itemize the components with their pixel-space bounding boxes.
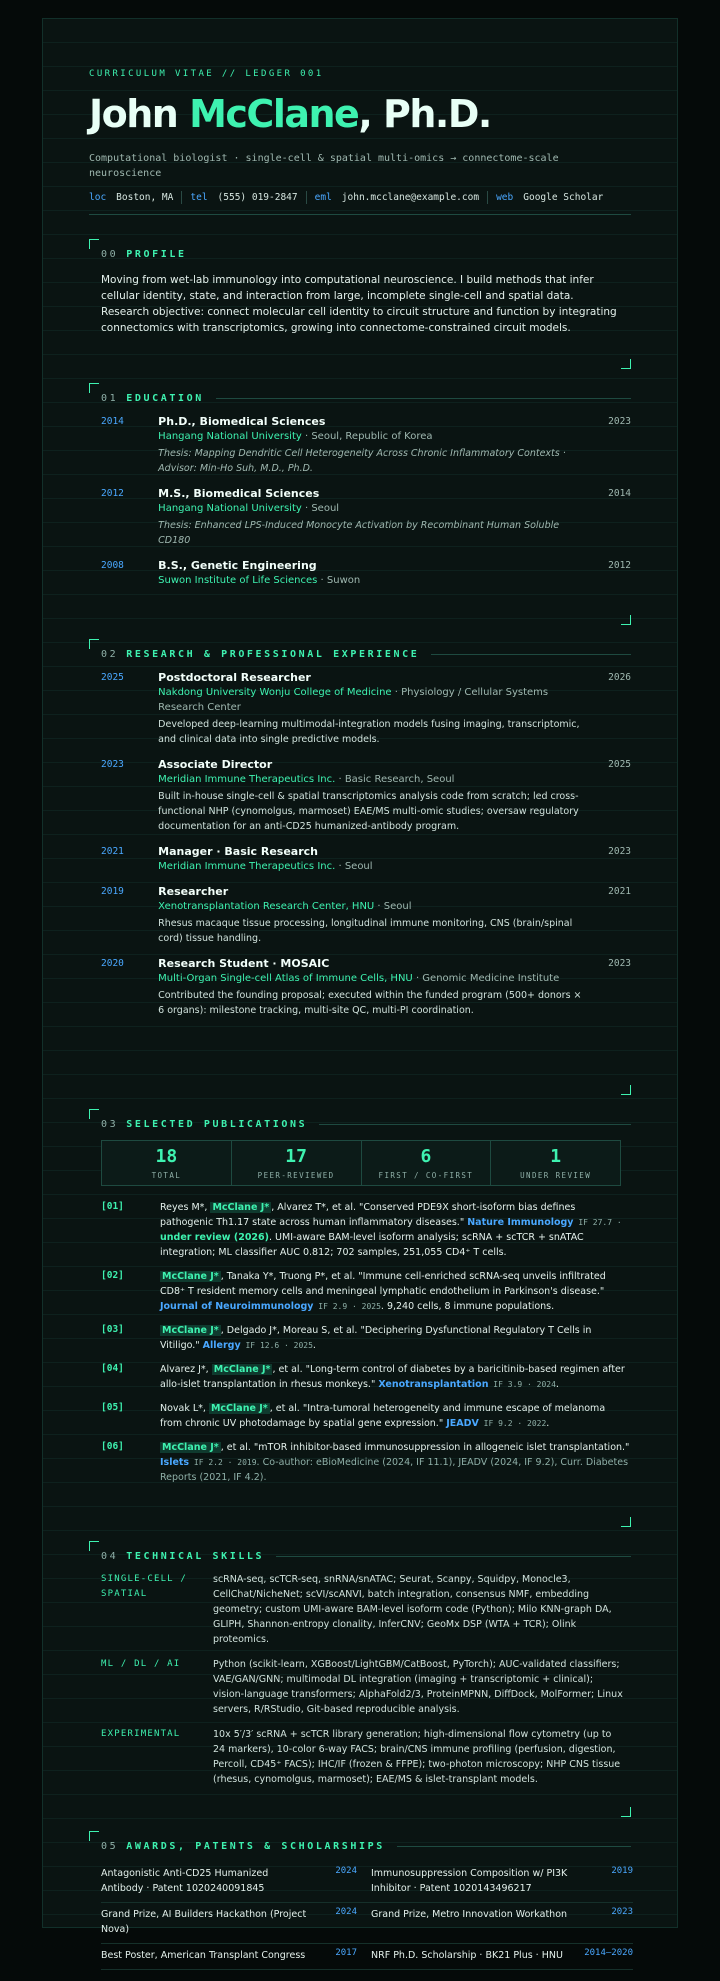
citation-notes: . 9,240 cells, 8 immune populations.	[380, 1301, 555, 1312]
publication-index: [03]	[101, 1324, 124, 1335]
citation-title: , et al. "Long-term control of diabetes by a baricitinib-based regimen after allo-islet transplantation in rhesus monkeys."	[160, 1364, 625, 1390]
organization-name: Nakdong University Wonju College of Medicine	[158, 687, 392, 698]
header-rule	[89, 214, 631, 215]
awards-section	[89, 1831, 631, 1981]
institution	[158, 429, 584, 444]
section-rule	[216, 398, 631, 399]
end-year: 2025	[608, 759, 632, 770]
role-title: Postdoctoral Researcher	[158, 671, 311, 684]
experience-entry	[101, 757, 631, 834]
stat-first-author	[362, 1141, 492, 1185]
institution-location: · Seoul, Republic of Korea	[301, 431, 433, 442]
highlighted-author: McClane J*	[212, 1202, 270, 1213]
section-number: 00	[101, 249, 119, 260]
stat-value: 6	[420, 1146, 432, 1167]
institution-location: · Suwon	[317, 575, 361, 586]
citation-title: , et al. "Intra-tumoral heterogeneity and immune escape of melanoma from chronic UV photodamage by spatial gene expression."	[160, 1403, 606, 1429]
stat-peer-reviewed	[232, 1141, 362, 1185]
end-year: 2023	[608, 958, 632, 969]
section-number: 05	[101, 1841, 119, 1852]
corner-bracket	[89, 239, 99, 249]
awards-grid	[101, 1862, 631, 1970]
impact-factor: IF 27.7 ·	[573, 1218, 622, 1227]
publication-status: under review (2026)	[160, 1232, 269, 1243]
organization-unit: · Physiology / Cellular Systems Research Center	[158, 687, 549, 713]
institution	[158, 501, 584, 516]
organization	[158, 859, 584, 874]
award-year: 2014–2020	[584, 1948, 633, 1958]
award-name: Antagonistic Anti-CD25 Humanized Antibody · Patent 1020240091845	[101, 1868, 269, 1894]
publication-citation	[160, 1269, 630, 1314]
highlighted-author: McClane J*	[162, 1271, 219, 1282]
impact-factor: IF 12.6 · 2025	[240, 1341, 313, 1350]
role-title: Manager · Basic Research	[158, 845, 319, 858]
role-title: Researcher	[158, 885, 229, 898]
end-year: 2012	[608, 560, 632, 571]
corner-bracket	[89, 1831, 99, 1841]
start-year: 2008	[101, 560, 124, 571]
impact-factor: IF 9.2 · 2022	[478, 1419, 547, 1428]
end-year: 2026	[608, 672, 632, 683]
award-item	[101, 1944, 371, 1970]
award-year: 2019	[611, 1866, 633, 1876]
stat-value: 17	[285, 1146, 307, 1167]
contact-key-eml: eml	[314, 192, 332, 203]
organization	[158, 899, 584, 914]
contact-location: Boston, MA	[116, 192, 174, 203]
section-title	[101, 239, 631, 260]
organization	[158, 685, 584, 715]
corner-bracket	[89, 383, 99, 393]
role-title: Associate Director	[158, 758, 273, 771]
journal-name[interactable]: JEADV	[446, 1418, 479, 1429]
name-suffix: , Ph.D.	[358, 92, 491, 136]
organization	[158, 772, 584, 787]
end-year: 2014	[608, 488, 632, 499]
award-year: 2024	[335, 1907, 357, 1917]
education-entry	[101, 486, 631, 548]
publication-index: [05]	[101, 1402, 124, 1413]
section-rule	[319, 1124, 631, 1125]
end-year: 2021	[608, 886, 632, 897]
section-rule	[397, 1846, 631, 1847]
stat-value: 1	[550, 1146, 562, 1167]
section-label: EDUCATION	[126, 393, 204, 404]
stat-label: UNDER REVIEW	[520, 1171, 592, 1180]
skill-category: ML / DL / AI	[101, 1659, 181, 1669]
role-description: Built in-house single-cell & spatial transcriptomics analysis code from scratch; led cross-functional NHP (cynomolgus, marmoset) EAE/MS multi-omic studies; oversaw regulatory documentation for an anti-CD25 humanized-antibody program.	[158, 791, 579, 832]
contact-web-link[interactable]: Google Scholar	[523, 192, 604, 203]
organization-name: Meridian Immune Therapeutics Inc.	[158, 774, 336, 785]
start-year: 2014	[101, 416, 124, 427]
role-description: Developed deep-learning multimodal-integration models fusing imaging, transcriptomic, and clinical data into single predictive models.	[158, 719, 580, 745]
contact-email[interactable]: john.mcclane@example.com	[341, 192, 480, 203]
start-year: 2020	[101, 958, 124, 969]
section-rule	[431, 654, 631, 655]
section-label: TECHNICAL SKILLS	[126, 1551, 265, 1562]
divider	[181, 191, 182, 204]
section-title	[101, 639, 631, 660]
education-entry	[101, 414, 631, 476]
impact-factor: IF 2.9 · 2025	[313, 1302, 381, 1311]
award-name: Immunosuppression Composition w/ PI3K Inhibitor · Patent 1020143496217	[371, 1868, 568, 1894]
award-year: 2023	[611, 1907, 633, 1917]
start-year: 2012	[101, 488, 124, 499]
publication-item	[101, 1401, 631, 1431]
publication-citation	[160, 1323, 630, 1353]
organization-name: Xenotransplantation Research Center, HNU	[158, 901, 375, 912]
skill-list: scRNA-seq, scTCR-seq, snRNA/snATAC; Seurat, Scanpy, Squidpy, Monocle3, CellChat/NicheNet; scVI/scANVI, batch integration, consensus NMF, embedding geometry; custom UMI-aware BAM-level isoform code (Python); Milo KNN-graph DA, GLIPH, Shannon-entropy clonality, InferCNV; GeoMx DSP (WTA + TCR); Olink proteomics.	[213, 1574, 612, 1645]
publication-citation	[160, 1440, 630, 1485]
contact-phone[interactable]: (555) 019-2847	[217, 192, 298, 203]
thesis: Thesis: Enhanced LPS-Induced Monocyte Activation by Recombinant Human Soluble CD180	[158, 520, 560, 546]
award-name: Grand Prize, AI Builders Hackathon (Project Nova)	[101, 1909, 307, 1935]
section-number: 02	[101, 649, 119, 660]
organization-name: Meridian Immune Therapeutics Inc.	[158, 861, 336, 872]
section-label: SELECTED PUBLICATIONS	[126, 1119, 308, 1130]
section-rule	[276, 1556, 631, 1557]
award-item	[371, 1862, 633, 1903]
institution-name: Hangang National University	[158, 431, 302, 442]
stat-value: 18	[155, 1146, 178, 1167]
authors-before: Alvarez J*,	[160, 1364, 212, 1375]
organization-unit: · Seoul	[335, 861, 373, 872]
publication-citation	[160, 1362, 630, 1392]
stat-label: PEER-REVIEWED	[257, 1171, 335, 1180]
corner-bracket	[621, 359, 631, 369]
section-label: RESEARCH & PROFESSIONAL EXPERIENCE	[126, 649, 420, 660]
divider	[487, 191, 488, 204]
citation-title: , Delgado J*, Moreau S, et al. "Deciphering Dysfunctional Regulatory T Cells in Vitiligo."	[160, 1325, 592, 1351]
institution-location: · Seoul	[301, 503, 340, 514]
end-year: 2023	[608, 416, 632, 427]
stat-label: TOTAL	[151, 1171, 182, 1180]
cv-page	[42, 18, 678, 1961]
skill-list: Python (scikit-learn, XGBoost/LightGBM/CatBoost, PyTorch); AUC-validated classifiers; VAE/GAN/GNN; multimodal DL integration (imaging + transcriptomic + clinical); vision-language transformers; AlphaFold2/3, ProteinMPNN, DiffDock, MolFormer; Linux servers, R/RStudio, Git-based reproducible analysis.	[213, 1659, 623, 1715]
publication-index: [04]	[101, 1363, 124, 1374]
eyebrow: CURRICULUM VITAE // LEDGER 001	[89, 69, 324, 79]
thesis: Thesis: Mapping Dendritic Cell Heterogeneity Across Chronic Inflammatory Contexts · Advisor: Min-Ho Suh, M.D., Ph.D.	[158, 448, 566, 474]
corner-bracket	[621, 615, 631, 625]
contacts	[89, 191, 631, 204]
name	[89, 93, 631, 135]
award-year: 2017	[335, 1948, 357, 1958]
publication-index: [01]	[101, 1201, 124, 1212]
citation-title: , Tanaka Y*, Truong P*, et al. "Immune cell-enriched scRNA-seq unveils infiltrated CD8⁺ T resident memory cells and meningeal lymphatic endothelium in Parkinson's disease."	[160, 1271, 606, 1297]
journal-name[interactable]: Islets	[160, 1457, 190, 1468]
highlighted-author: McClane J*	[210, 1403, 268, 1414]
citation-notes: .	[312, 1340, 316, 1351]
stat-under-review	[491, 1141, 620, 1185]
start-year: 2019	[101, 886, 124, 897]
citation-notes: .	[546, 1418, 550, 1429]
profile-text: Moving from wet-lab immunology into computational neuroscience. I build methods that infer cellular identity, state, and interaction from large, incomplete single-cell and spatial data. Research objective: connect molecular cell identity to circuit structure and function by integrating connectomics with transcriptomics, growing into connectome-constrained circuit models.	[101, 274, 617, 334]
corner-bracket	[89, 1109, 99, 1119]
education-entry	[101, 558, 631, 588]
section-title	[101, 1109, 631, 1130]
end-year: 2023	[608, 846, 632, 857]
award-name: Grand Prize, Metro Innovation Workathon	[371, 1909, 568, 1920]
start-year: 2021	[101, 846, 124, 857]
corner-bracket	[89, 639, 99, 649]
highlighted-author: McClane J*	[162, 1442, 219, 1453]
header	[43, 19, 677, 204]
section-title	[101, 383, 631, 404]
experience-entry	[101, 956, 631, 1018]
publications-section	[89, 1109, 631, 1527]
section-label: PROFILE	[126, 249, 187, 260]
publication-item	[101, 1323, 631, 1353]
skill-row	[101, 1657, 631, 1717]
section-number: 04	[101, 1551, 119, 1562]
impact-factor: IF 2.2 · 2019	[189, 1458, 257, 1467]
profile-section	[89, 239, 631, 369]
skills-section	[89, 1541, 631, 1817]
citation-title: , et al. "mTOR inhibitor-based immunosuppression in allogeneic islet transplantation."	[220, 1442, 630, 1453]
publication-item	[101, 1440, 631, 1485]
organization-unit: · Seoul	[374, 901, 412, 912]
skill-category: EXPERIMENTAL	[101, 1729, 181, 1739]
corner-bracket	[89, 1541, 99, 1551]
publication-index: [06]	[101, 1441, 124, 1452]
citation-title: , Alvarez T*, et al. "Conserved PDE9X short-isoform bias defines pathogenic Th1.17 state across human inflammatory diseases."	[160, 1202, 576, 1228]
stat-total	[102, 1141, 232, 1185]
institution-name: Suwon Institute of Life Sciences	[158, 575, 318, 586]
publication-index: [02]	[101, 1270, 124, 1281]
role-title: Research Student · MOSAIC	[158, 957, 330, 970]
degree-title: B.S., Genetic Engineering	[158, 559, 317, 572]
section-number: 01	[101, 393, 119, 404]
authors-before: Reyes M*,	[160, 1202, 211, 1213]
experience-section	[89, 639, 631, 1095]
skill-category: SINGLE-CELL / SPATIAL	[101, 1574, 188, 1599]
skill-row	[101, 1572, 631, 1647]
degree-title: Ph.D., Biomedical Sciences	[158, 415, 326, 428]
institution	[158, 573, 584, 588]
section-title	[101, 1541, 631, 1562]
award-name: Best Poster, American Transplant Congress	[101, 1950, 306, 1961]
tagline: Computational biologist · single-cell & spatial multi-omics → connectome-scale neuroscience	[89, 153, 559, 179]
publication-item	[101, 1269, 631, 1314]
contact-key-tel: tel	[190, 192, 208, 203]
citation-notes: . UMI-aware BAM-level isoform analysis; scRNA + scTCR + snATAC integration; ML classifier AUC 0.812; 702 samples, 251,055 CD4⁺ T cells.	[160, 1232, 584, 1258]
skill-list: 10x 5′/3′ scRNA + scTCR library generation; high-dimensional flow cytometry (up to 24 markers), 10-color 6-way FACS; brain/CNS immune profiling (perfusion, digestion, Percoll, CD45⁺ FACS); IHC/IF (frozen & FFPE); two-photon microscopy; NHP CNS tissue (rhesus, cynomolgus, marmoset); EAE/MS & islet-transplant models.	[213, 1729, 621, 1785]
citation-notes: . Co-author: eBioMedicine (2024, IF 11.1), JEADV (2024, IF 9.2), Curr. Diabetes Reports (2021, IF 4.2).	[160, 1457, 629, 1483]
journal-name[interactable]: Journal of Neuroimmunology	[160, 1301, 314, 1312]
award-item	[371, 1944, 633, 1970]
award-name: NRF Ph.D. Scholarship · BK21 Plus · HNU	[371, 1950, 563, 1961]
section-label: AWARDS, PATENTS & SCHOLARSHIPS	[126, 1841, 385, 1852]
corner-bracket	[621, 1807, 631, 1817]
role-description: Rhesus macaque tissue processing, longitudinal immune monitoring, CNS (brain/spinal cord) tissue handling.	[158, 918, 573, 944]
skill-row	[101, 1727, 631, 1787]
highlighted-author: McClane J*	[213, 1364, 271, 1375]
name-last: McClane	[189, 92, 359, 136]
corner-bracket	[621, 1085, 631, 1095]
journal-name[interactable]: Allergy	[202, 1340, 241, 1351]
publication-citation	[160, 1401, 630, 1431]
publication-stats	[101, 1140, 621, 1186]
corner-bracket	[621, 1517, 631, 1527]
role-description: Contributed the founding proposal; executed within the funded program (500+ donors × 6 organs): milestone tracking, multi-site QC, multi-PI coordination.	[158, 990, 582, 1016]
organization	[158, 971, 584, 986]
contact-key-loc: loc	[89, 192, 107, 203]
degree-title: M.S., Biomedical Sciences	[158, 487, 320, 500]
organization-unit: · Basic Research, Seoul	[335, 774, 455, 785]
institution-name: Hangang National University	[158, 503, 302, 514]
contact-key-web: web	[496, 192, 514, 203]
highlighted-author: McClane J*	[162, 1325, 219, 1336]
publication-item	[101, 1200, 631, 1260]
organization-unit: · Genomic Medicine Institute	[412, 973, 560, 984]
journal-name[interactable]: Nature Immunology	[467, 1217, 574, 1228]
experience-entry	[101, 670, 631, 747]
start-year: 2023	[101, 759, 124, 770]
award-item	[371, 1903, 633, 1944]
award-item	[101, 1903, 371, 1944]
name-first: John	[89, 92, 190, 136]
organization-name: Multi-Organ Single-cell Atlas of Immune Cells, HNU	[158, 973, 413, 984]
start-year: 2025	[101, 672, 124, 683]
citation-notes: .	[555, 1379, 559, 1390]
section-title	[101, 1831, 631, 1852]
stat-label: FIRST / CO-FIRST	[378, 1171, 474, 1180]
award-item	[101, 1862, 371, 1903]
publication-item	[101, 1362, 631, 1392]
experience-entry	[101, 844, 631, 874]
authors-before: Novak L*,	[160, 1403, 209, 1414]
education-section	[89, 383, 631, 625]
experience-entry	[101, 884, 631, 946]
journal-name[interactable]: Xenotransplantation	[378, 1379, 489, 1390]
section-number: 03	[101, 1119, 119, 1130]
divider	[306, 191, 307, 204]
publication-citation	[160, 1200, 630, 1260]
award-year: 2024	[335, 1866, 357, 1876]
impact-factor: IF 3.9 · 2024	[488, 1380, 556, 1389]
